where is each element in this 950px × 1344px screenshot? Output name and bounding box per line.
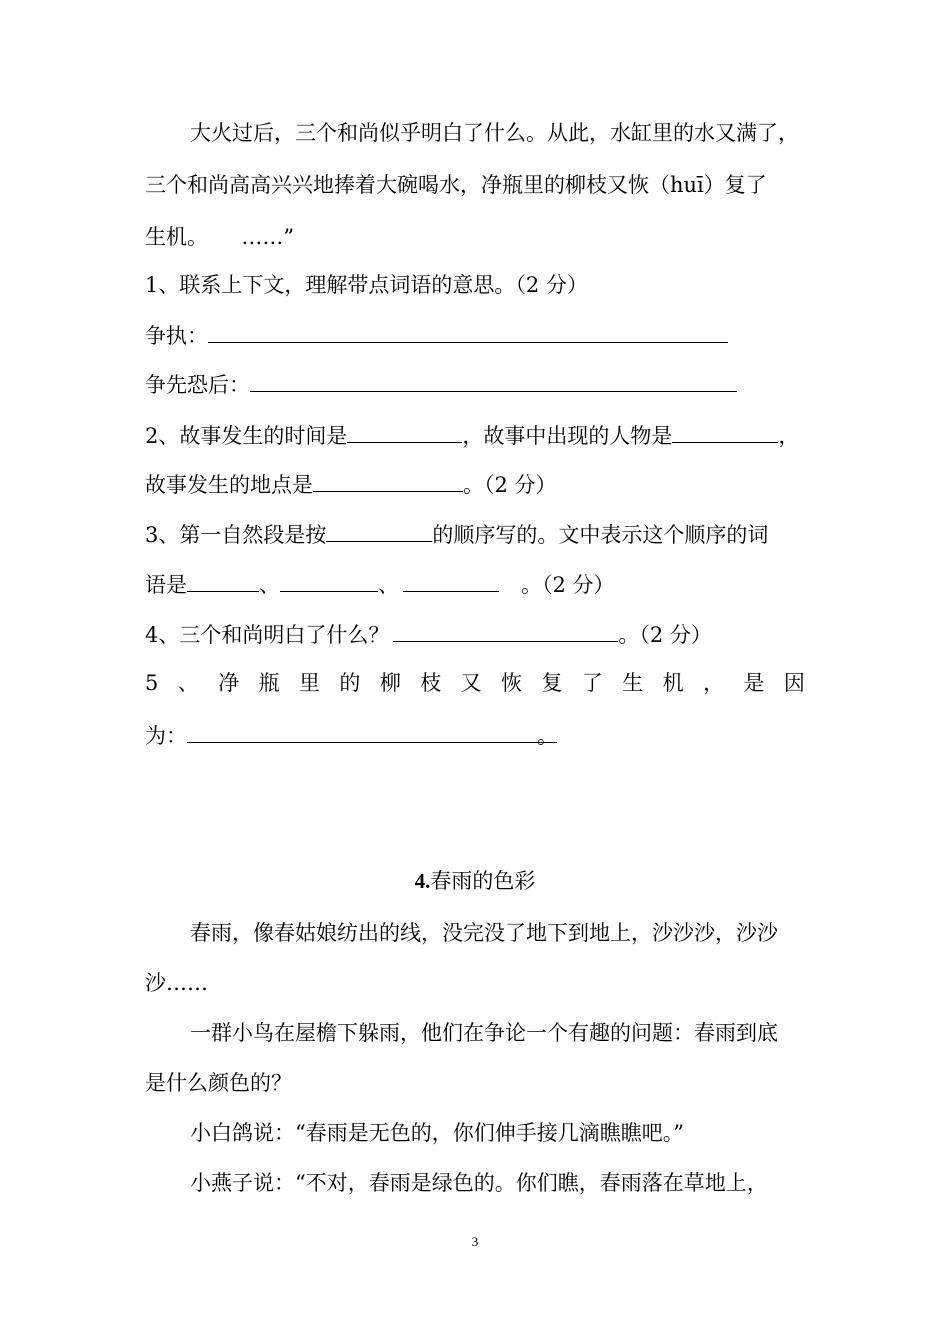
- section-title-text: 春雨的色彩: [430, 869, 536, 893]
- question-5-char: 复: [541, 671, 563, 695]
- question-5: [145, 668, 805, 698]
- answer-blank[interactable]: [187, 569, 259, 592]
- question-5-char: 恢: [501, 671, 523, 695]
- question-text: 。（2 分）: [463, 473, 557, 497]
- answer-blank[interactable]: [326, 519, 432, 542]
- page-number: 3: [471, 1234, 479, 1249]
- question-text: 语是: [145, 573, 187, 597]
- separator: 、: [259, 573, 280, 597]
- paragraph-line: 是什么颜色的？: [145, 1071, 292, 1095]
- question-5-char: 5: [145, 671, 159, 695]
- paragraph-line: 小燕子说：“不对，春雨是绿色的。你们瞧，春雨落在草地上，: [190, 1171, 768, 1195]
- question-text: 为：: [145, 724, 187, 748]
- paragraph-line: 沙……: [145, 971, 208, 995]
- section-number: 4.: [414, 869, 431, 893]
- question-text: 。: [537, 724, 558, 748]
- answer-blank[interactable]: [393, 619, 618, 642]
- word-label: 争执：: [145, 324, 208, 348]
- question-5-char: 是: [743, 671, 765, 695]
- paragraph-line: 小白鸽说：“春雨是无色的，你们伸手接几滴瞧瞧吧。”: [190, 1121, 684, 1145]
- section-title: [0, 866, 950, 896]
- question-3-cont: [145, 569, 615, 600]
- question-text: ，故事中出现的人物是: [462, 424, 673, 448]
- question-text: 。（2 分）: [618, 623, 712, 647]
- question-5-char: 的: [339, 671, 361, 695]
- answer-blank[interactable]: [187, 720, 557, 743]
- question-text: 的顺序写的。文中表示这个顺序的词: [432, 523, 769, 547]
- question-5-char: ，: [703, 671, 725, 695]
- answer-blank[interactable]: [280, 569, 378, 592]
- question-text: 。（2 分）: [521, 573, 615, 597]
- question-5-char: 生: [622, 671, 644, 695]
- question-5-char: 因: [783, 671, 805, 695]
- answer-blank[interactable]: [250, 369, 737, 392]
- question-5-char: 了: [581, 671, 603, 695]
- question-5-char: 又: [460, 671, 482, 695]
- question-1-word-1: [145, 320, 728, 351]
- answer-blank[interactable]: [347, 420, 462, 443]
- question-5-char: 、: [177, 671, 199, 695]
- question-5-char: 净: [218, 671, 240, 695]
- question-1-word-2: [145, 369, 737, 400]
- question-text: ，: [778, 424, 800, 448]
- question-5-cont: [145, 720, 558, 751]
- question-5-char: 枝: [420, 671, 442, 695]
- passage-line: 大火过后，三个和尚似乎明白了什么。从此，水缸里的水又满了，: [190, 121, 799, 145]
- word-label: 争先恐后：: [145, 373, 250, 397]
- paragraph-line: 一群小鸟在屋檐下躲雨，他们在争论一个有趣的问题：春雨到底: [190, 1021, 778, 1045]
- question-5-char: 瓶: [258, 671, 280, 695]
- question-1: 1、联系上下文，理解带点词语的意思。（2 分）: [145, 273, 588, 297]
- passage-line: 三个和尚高高兴兴地捧着大碗喝水，净瓶里的柳枝又恢（huī）复了: [145, 173, 767, 197]
- separator: 、: [378, 573, 399, 597]
- answer-blank[interactable]: [403, 569, 499, 592]
- question-text: 2、故事发生的时间是: [145, 424, 348, 448]
- question-2: [145, 420, 799, 451]
- question-text: 4、三个和尚明白了什么？: [145, 623, 390, 647]
- answer-blank[interactable]: [313, 469, 463, 492]
- passage-line: 生机。 ……”: [145, 225, 295, 249]
- paragraph-line: 春雨，像春姑娘纺出的线，没完没了地下到地上，沙沙沙，沙沙: [190, 921, 778, 945]
- question-5-char: 里: [299, 671, 320, 695]
- question-text: 3、第一自然段是按: [145, 523, 327, 547]
- question-text: 故事发生的地点是: [145, 473, 313, 497]
- question-2-cont: [145, 469, 557, 500]
- answer-blank[interactable]: [672, 420, 778, 443]
- answer-blank[interactable]: [208, 320, 728, 343]
- question-5-char: 机: [662, 671, 684, 695]
- question-5-char: 柳: [379, 671, 401, 695]
- question-3: [145, 519, 768, 550]
- question-4: [145, 619, 712, 650]
